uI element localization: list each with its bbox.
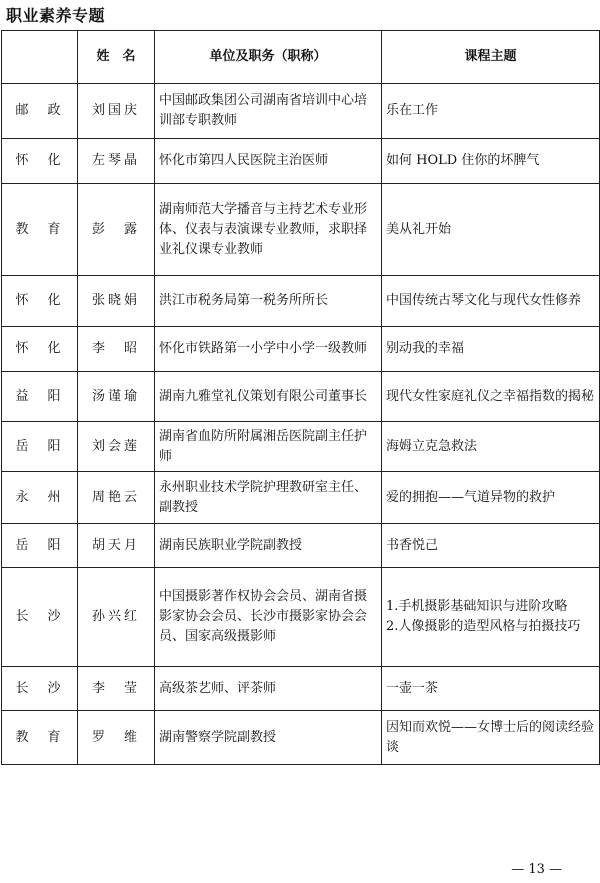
- header-topic: 课程主题: [382, 31, 600, 84]
- topic-cell: [382, 276, 600, 327]
- name-cell: 彭 露: [78, 184, 155, 276]
- name-cell: 汤谨瑜: [78, 372, 155, 422]
- unit-cell: 中国邮政集团公司湖南省培训中心培训部专职教师: [155, 84, 382, 139]
- table-row: [2, 372, 600, 422]
- topic-cell: [382, 139, 600, 184]
- name-cell: 罗 维: [78, 711, 155, 765]
- region-cell: 邮 政: [2, 84, 78, 139]
- header-region: [2, 31, 78, 84]
- region-cell: 益 阳: [2, 372, 78, 422]
- topic-cell: [382, 327, 600, 372]
- unit-cell: 湖南师范大学播音与主持艺术专业形体、仪表与表演课专业教师，求职择业礼仪课专业教师: [155, 184, 382, 276]
- name-cell: 周艳云: [78, 472, 155, 524]
- table-row: [2, 139, 600, 184]
- table-row: [2, 184, 600, 276]
- table-row: [2, 711, 600, 765]
- name-cell: 李 昭: [78, 327, 155, 372]
- topic-line: 如何 HOLD 住你的坏脾气: [386, 153, 540, 168]
- header-name: 姓 名: [78, 31, 155, 84]
- region-cell: 岳 阳: [2, 422, 78, 472]
- topic-cell: [382, 422, 600, 472]
- topic-line: 现代女性家庭礼仪之幸福指数的揭秘: [386, 388, 595, 404]
- table-row: [2, 524, 600, 568]
- topic-cell: [382, 184, 600, 276]
- table-row: [2, 422, 600, 472]
- topic-cell: [382, 84, 600, 139]
- region-cell: 怀 化: [2, 276, 78, 327]
- topic-line: 海姆立克急救法: [386, 438, 478, 454]
- table-header-row: [2, 31, 600, 84]
- unit-cell: 怀化市铁路第一小学中小学一级教师: [155, 327, 382, 372]
- name-cell: 刘国庆: [78, 84, 155, 139]
- topic-line: 别动我的幸福: [386, 341, 465, 356]
- topic-cell: [382, 472, 600, 524]
- topic-line: 美从礼开始: [386, 221, 452, 237]
- topic-line: 中国传统古琴文化与现代女性修养: [386, 293, 582, 308]
- unit-cell: 湖南九雅堂礼仪策划有限公司董事长: [155, 372, 382, 422]
- unit-cell: 湖南警察学院副教授: [155, 711, 382, 765]
- page-number: — 13 —: [511, 862, 562, 877]
- table-row: [2, 472, 600, 524]
- region-cell: 永 州: [2, 472, 78, 524]
- name-cell: 刘会莲: [78, 422, 155, 472]
- name-cell: 左琴晶: [78, 139, 155, 184]
- topic-cell: [382, 667, 600, 711]
- topic-line: 乐在工作: [386, 103, 439, 118]
- topic-line: 因知而欢悦——女博士后的阅读经验谈: [386, 719, 595, 755]
- unit-cell: 洪江市税务局第一税务所所长: [155, 276, 382, 327]
- unit-cell: 永州职业技术学院护理教研室主任、副教授: [155, 472, 382, 524]
- topic-cell: [382, 711, 600, 765]
- topic-line: 2.人像摄影的造型风格与拍摄技巧: [386, 619, 581, 634]
- region-cell: 怀 化: [2, 327, 78, 372]
- unit-cell: 湖南省血防所附属湘岳医院副主任护师: [155, 422, 382, 472]
- table-row: [2, 276, 600, 327]
- unit-cell: 高级茶艺师、评茶师: [155, 667, 382, 711]
- table-row: [2, 327, 600, 372]
- region-cell: 教 育: [2, 184, 78, 276]
- region-cell: 怀 化: [2, 139, 78, 184]
- topic-line: 一壶一茶: [386, 680, 439, 696]
- name-cell: 李 莹: [78, 667, 155, 711]
- region-cell: 长 沙: [2, 667, 78, 711]
- unit-cell: 中国摄影著作权协会会员、湖南省摄影家协会会员、长沙市摄影家协会会员、国家高级摄影师: [155, 568, 382, 667]
- page-title: 职业素养专题: [6, 6, 106, 25]
- topic-cell: [382, 372, 600, 422]
- topic-cell: [382, 524, 600, 568]
- topic-line: 书香悦己: [386, 537, 439, 553]
- header-unit: 单位及职务（职称）: [155, 31, 382, 84]
- topic-line: 1.手机摄影基础知识与进阶攻略: [386, 599, 568, 614]
- topic-line: 爱的拥抱——气道异物的救护: [386, 489, 556, 505]
- name-cell: 孙兴红: [78, 568, 155, 667]
- region-cell: 教 育: [2, 711, 78, 765]
- name-cell: 胡天月: [78, 524, 155, 568]
- unit-cell: 怀化市第四人民医院主治医师: [155, 139, 382, 184]
- region-cell: 长 沙: [2, 568, 78, 667]
- table-row: [2, 568, 600, 667]
- table-row: [2, 667, 600, 711]
- name-cell: 张晓娟: [78, 276, 155, 327]
- region-cell: 岳 阳: [2, 524, 78, 568]
- topic-cell: [382, 568, 600, 667]
- table-row: [2, 84, 600, 139]
- lecturer-table: [1, 30, 600, 765]
- unit-cell: 湖南民族职业学院副教授: [155, 524, 382, 568]
